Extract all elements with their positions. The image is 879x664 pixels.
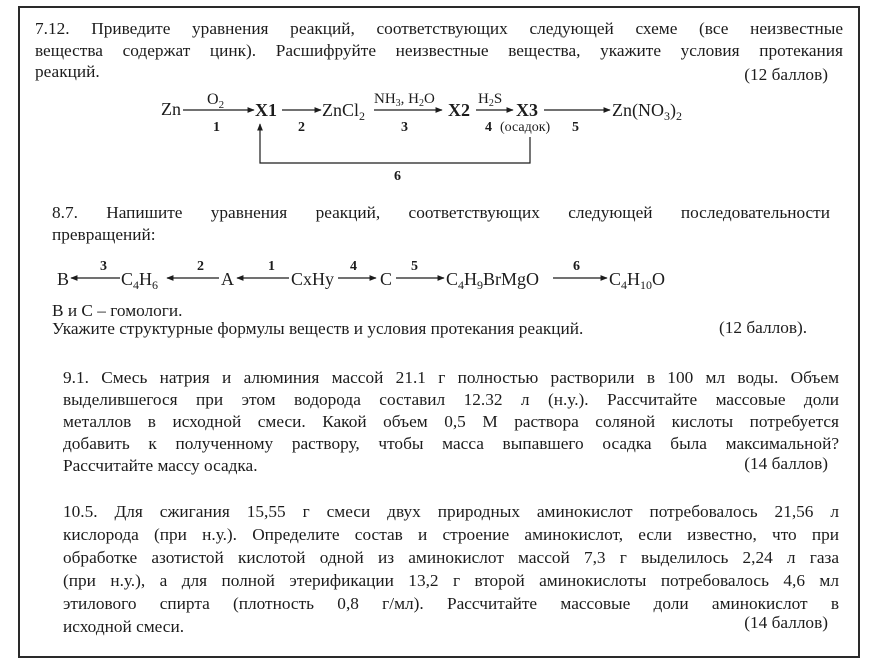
- precipitate-label: (осадок): [500, 120, 551, 135]
- text-line: вещества содержат цинк). Расшифруйте неизвестные вещества, укажите условия протекания: [35, 40, 843, 60]
- step-label-8-2: 2: [197, 259, 204, 274]
- x3-substance: X3: [516, 100, 538, 120]
- text-line: 8.7. Напишите уравнения реакций, соответствующих следующей последовательности: [52, 203, 830, 222]
- zncl2-formula: ZnCl$_2$: [322, 100, 366, 123]
- points-8-7: (12 баллов).: [719, 318, 808, 337]
- cxhy-formula: CxHy: [291, 269, 335, 289]
- text-line: (при н.у.), а для полной этерификации 13,2 г второй аминокислоты потребовалось 4,6 мл: [63, 571, 839, 590]
- problem-10-5-text: [63, 500, 839, 638]
- text-line: реакций.: [35, 62, 100, 81]
- text-line: 9.1. Смесь натрия и алюминия массой 21.1 г полностью растворили в 100 мл воды. Объем: [63, 368, 839, 387]
- x1-substance: X1: [255, 100, 277, 120]
- o2-reagent: $O_2$: [207, 91, 225, 111]
- step-label-2: 2: [298, 120, 305, 135]
- c4h10o-formula: $C_4H_{10}O$: [609, 269, 666, 292]
- h2s-reagent: $H_2S$: [478, 91, 503, 109]
- step-label-6: 6: [394, 169, 401, 184]
- points-10-5: (14 баллов): [744, 613, 828, 632]
- text-line: B и C – гомологи.: [52, 301, 183, 320]
- text-line: обработке азотистой кислотой одной из аминокислот массой 7,3 г выделилось 2,24 л газа: [63, 548, 839, 567]
- b-substance: B: [57, 269, 70, 289]
- text-line: кислорода (при н.у.). Определите состав и строение аминокислот, если известно, что при: [63, 525, 839, 544]
- text-line: выделившегося при этом водорода составил 12.32 л (н.у.). Рассчитайте массовые доли: [63, 390, 839, 409]
- c4h9brmgo-formula: $C_4H_9BrMgO$: [446, 269, 540, 292]
- step-label-8-6: 6: [573, 259, 580, 274]
- problem-9-1-text: [63, 367, 839, 477]
- points-7-12: (12 баллов): [744, 65, 828, 84]
- text-line: металлов в исходной смеси. Какой объем 0,5 М раствора соляной кислоты потребуется: [63, 412, 839, 431]
- zn-formula: Zn: [161, 99, 181, 119]
- task-8-7: [52, 318, 583, 340]
- step-label-1: 1: [213, 120, 220, 135]
- text-line: превращений:: [52, 224, 156, 244]
- c-substance: C: [380, 269, 393, 289]
- text-line: этилового спирта (плотность 0,8 г/мл). Рассчитайте массовые доли аминокислот в: [63, 594, 839, 613]
- nh3-h2o-reagents: $NH_3$, $H_2O$: [374, 91, 435, 109]
- text-line: добавить к полученному раствору, чтобы масса выпавшего осадка была максимальной?: [63, 434, 839, 453]
- text-line: исходной смеси.: [63, 617, 185, 636]
- x2-substance: X2: [448, 100, 470, 120]
- zn-no3-2-formula: $Zn(NO_3)_2$: [612, 100, 682, 123]
- step-label-8-5: 5: [411, 259, 418, 274]
- points-9-1: (14 баллов): [744, 454, 828, 473]
- step-label-8-3: 3: [100, 259, 107, 274]
- step-label-8-1: 1: [268, 259, 275, 274]
- text-line: 10.5. Для сжигания 15,55 г смеси двух природных аминокислот потребовалось 21,56 л: [63, 502, 839, 521]
- text-line: 7.12. Приведите уравнения реакций, соответствующих следующей схеме (все неизвестные: [35, 19, 843, 38]
- step-label-4: 4: [485, 120, 492, 135]
- step-label-5: 5: [572, 120, 579, 135]
- text-line: Укажите структурные формулы веществ и условия протекания реакций.: [52, 319, 584, 338]
- step-label-8-4: 4: [350, 259, 357, 274]
- c4h6-formula: $C_4H_6$: [121, 269, 159, 292]
- step-label-3: 3: [401, 120, 408, 135]
- text-line: Рассчитайте массу осадка.: [63, 456, 258, 475]
- a-substance: A: [221, 269, 234, 289]
